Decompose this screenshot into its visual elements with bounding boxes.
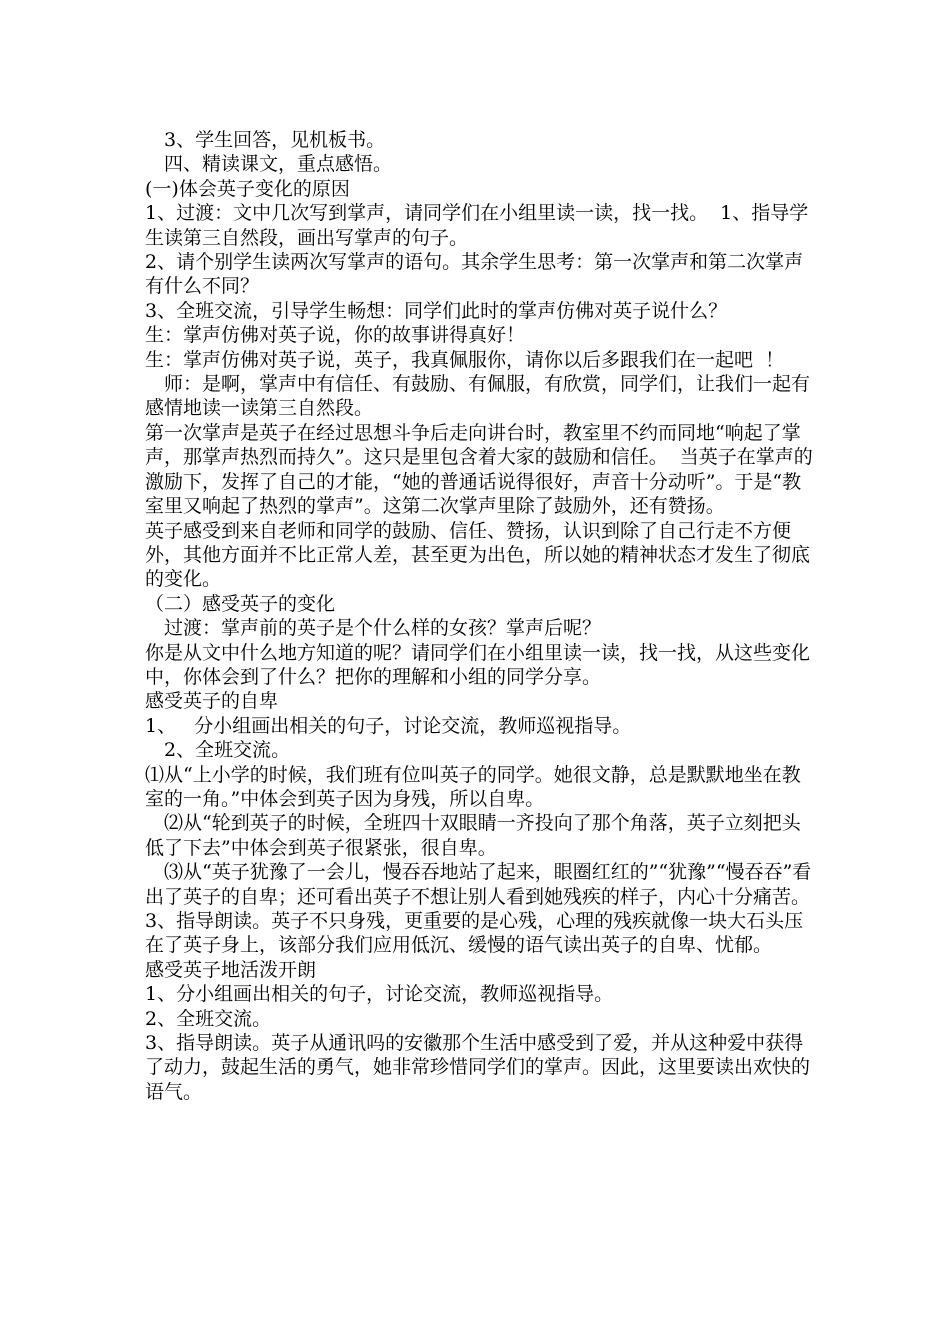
paragraph: 2、全班交流。 [164,739,291,762]
paragraph: （二）感受英子的变化 [145,592,336,615]
paragraph: 生：掌声仿佛对英子说，英子，我真佩服你，请你以后多跟我们在一起吧 ！ [145,348,785,371]
paragraph: 1、 分小组画出相关的句子，讨论交流，教师巡视指导。 [145,714,632,737]
paragraph: 过渡：掌声前的英子是个什么样的女孩？掌声后呢？ [164,617,602,640]
paragraph: 生：掌声仿佛对英子说，你的故事讲得真好！ [145,324,526,347]
paragraph: 3、指导朗读。英子从通讯吗的安徽那个生活中感受到了爱，并从这种爱中获得了动力，鼓起生活的勇气，她非常珍惜同学们的掌声。因此，这里要读出欢快的语气。 [145,1032,811,1103]
paragraph: ⑵从“轮到英子的时候，全班四十双眼睛一齐投向了那个角落，英子立刻把头低了下去”中体会到英子很紧张，很自卑。 [145,812,801,859]
paragraph: 3、学生回答，见机板书。 [164,129,386,151]
paragraph: 感受英子的自卑 [145,690,279,713]
paragraph: ⑶从“英子犹豫了一会儿，慢吞吞地站了起来，眼圈红红的”“犹豫”“慢吞吞”看出了英子的自卑；还可看出英子不想让别人看到她残疾的样子，内心十分痛苦。 [145,861,812,908]
paragraph: 1、分小组画出相关的句子，讨论交流，教师巡视指导。 [145,983,614,1006]
paragraph: 师：是啊，掌声中有信任、有鼓励、有佩服，有欣赏，同学们，让我们一起有感情地读一读第三自然段。 [145,373,811,420]
paragraph: 英子感受到来自老师和同学的鼓励、信任、赞扬，认识到除了自己行走不方便外，其他方面并不比正常人差，甚至更为出色，所以她的精神状态才发生了彻底的变化。 [145,519,811,591]
paragraph: 1、过渡：文中几次写到掌声，请同学们在小组里读一读，找一找。 1、指导学生读第三自然段，画出写掌声的句子。 [145,202,809,249]
paragraph: 2、全班交流。 [145,1007,272,1030]
paragraph: (一)体会英子变化的原因 [145,177,350,200]
paragraph: 2、请个别学生读两次写掌声的语句。其余学生思考：第一次掌声和第二次掌声有什么不同？ [145,251,804,298]
paragraph: ⑴从“上小学的时候，我们班有位叫英子的同学。她很文静，总是默默地坐在教室的一角。”中体会到英子因为身残，所以自卑。 [145,763,801,810]
paragraph: 3、全班交流，引导学生畅想：同学们此时的掌声仿佛对英子说什么？ [145,299,728,322]
paragraph: 四、精读课文，重点感悟。 [164,153,393,176]
paragraph: 3、指导朗读。英子不只身残，更重要的是心残，心理的残疾就像一块大石头压在了英子身上，该部分我们应用低沉、缓慢的语气读出英子的自卑、忧郁。 [145,910,804,957]
paragraph: 感受英子地活泼开朗 [145,958,317,981]
document-body [145,128,815,1104]
paragraph: 第一次掌声是英子在经过思想斗争后走向讲台时，教室里不约而同地“响起了掌声，那掌声热烈而持久”。这只是里包含着大家的鼓励和信任。 当英子在掌声的激励下，发挥了自己的才能，“她的普通话说得很好，声音十分动听”。于是“教室里又响起了热烈的掌声”。这第二次掌声里除了鼓励外，还有赞扬。 [145,421,813,518]
paragraph: 你是从文中什么地方知道的呢？请同学们在小组里读一读，找一找，从这些变化中，你体会到了什么？把你的理解和小组的同学分享。 [145,641,811,688]
